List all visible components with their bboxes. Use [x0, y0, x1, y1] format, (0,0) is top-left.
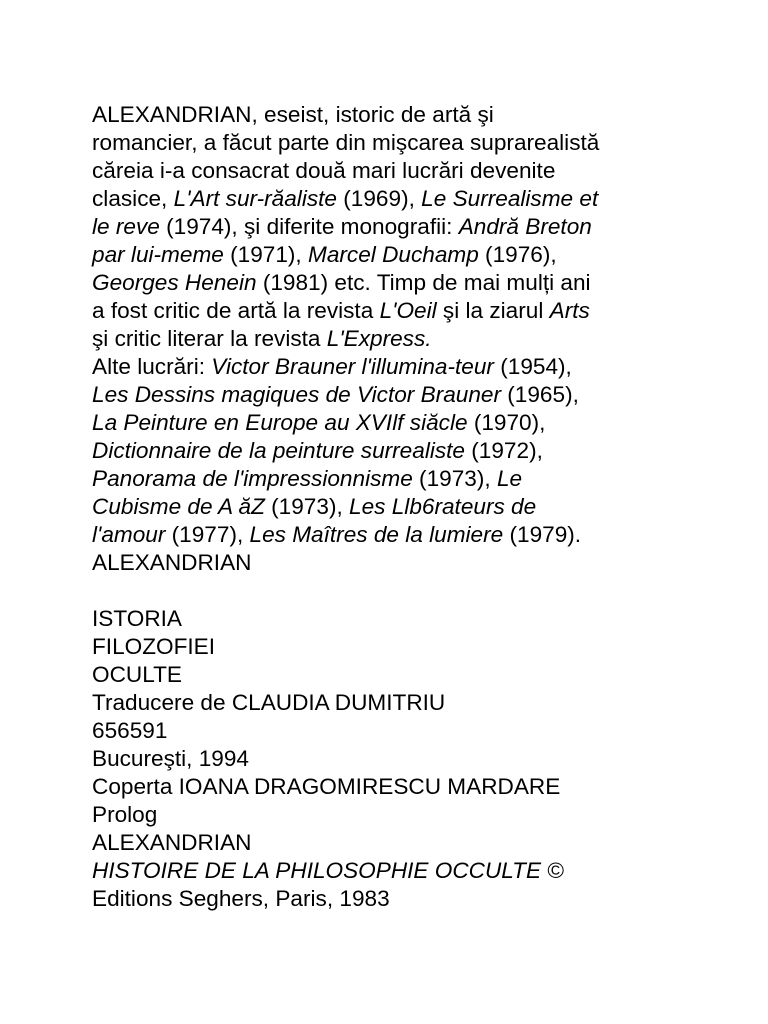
text-line — [92, 157, 682, 185]
work-title: Victor Brauner l'illumina-teur — [211, 354, 494, 379]
text-line — [92, 297, 682, 325]
work-title: Marcel Duchamp — [308, 242, 479, 267]
bio-text: (1973), — [412, 466, 497, 491]
original-title-line — [92, 857, 682, 885]
work-title: L'Art sur-răaliste — [173, 186, 337, 211]
text-line — [92, 101, 682, 129]
text-line — [92, 241, 682, 269]
bio-text: (1977), — [165, 522, 250, 547]
bio-text: Alte lucrări: — [92, 354, 212, 379]
text-line — [92, 353, 682, 381]
author-bio-paragraph — [92, 101, 682, 577]
text-line — [92, 521, 682, 549]
work-title: Panorama de l'impressionnisme — [92, 466, 413, 491]
bio-text: clasice, — [92, 186, 174, 211]
bio-text: căreia i-a consacrat două mari lucrări devenite — [92, 158, 556, 183]
document-page — [92, 101, 682, 913]
bio-text: (1981) etc. Timp de mai mulți ani — [256, 270, 591, 295]
text-line — [92, 129, 682, 157]
publication-place-year: Bucureşti, 1994 — [92, 746, 249, 771]
title-page-block — [92, 605, 682, 913]
bio-text: şi critic literar la revista — [92, 326, 327, 351]
cover-credit: Coperta IOANA DRAGOMIRESCU MARDARE — [92, 774, 561, 799]
text-line — [92, 465, 682, 493]
text-line — [92, 213, 682, 241]
text-line — [92, 381, 682, 409]
work-title: Dictionnaire de la peinture surrealiste — [92, 438, 465, 463]
text-line — [92, 409, 682, 437]
bio-text: (1965), — [501, 382, 579, 407]
author-name: ALEXANDRIAN — [92, 830, 252, 855]
original-title: HISTOIRE DE LA PHILOSOPHIE OCCULTE — [92, 858, 542, 883]
work-title: Arts — [549, 298, 590, 323]
work-title: Les Llb6rateurs de — [349, 494, 537, 519]
work-title: Le Surrealisme et — [421, 186, 599, 211]
prolog-heading: Prolog — [92, 802, 158, 827]
text-line — [92, 325, 682, 353]
translator-credit: Traducere de CLAUDIA DUMITRIU — [92, 690, 446, 715]
work-title: par lui-meme — [92, 242, 224, 267]
text-line — [92, 493, 682, 521]
copyright-symbol: © — [541, 858, 564, 883]
work-title: Les Maîtres de la lumiere — [249, 522, 504, 547]
paragraph-gap — [92, 577, 682, 605]
bio-text: (1971), — [223, 242, 308, 267]
work-title: L'Express. — [326, 326, 432, 351]
text-line — [92, 269, 682, 297]
bio-text: (1973), — [264, 494, 350, 519]
publisher-credit: Editions Seghers, Paris, 1983 — [92, 886, 390, 911]
work-title: La Peinture en Europe au XVIlf siăcle — [92, 410, 468, 435]
bio-text: ALEXANDRIAN, eseist, istoric de artă şi — [92, 102, 494, 127]
text-line — [92, 549, 682, 577]
bio-text: (1969), — [337, 186, 422, 211]
text-line — [92, 185, 682, 213]
bio-text: şi la ziarul — [436, 298, 550, 323]
catalog-number: 656591 — [92, 718, 168, 743]
book-title-line: ISTORIA — [92, 606, 182, 631]
work-title: l'amour — [92, 522, 166, 547]
work-title: le reve — [92, 214, 160, 239]
author-name: ALEXANDRIAN — [92, 550, 252, 575]
bio-text: (1954), — [493, 354, 572, 379]
bio-text: (1979). — [503, 522, 582, 547]
bio-text: romancier, a făcut parte din mişcarea suprarealistă — [92, 130, 600, 155]
bio-text: (1972), — [465, 438, 543, 463]
work-title: Andră Breton — [458, 214, 592, 239]
bio-text: (1976), — [478, 242, 557, 267]
book-title-line: OCULTE — [92, 662, 182, 687]
bio-text: a fost critic de artă la revista — [92, 298, 380, 323]
bio-text: (1974), şi diferite monografii: — [159, 214, 459, 239]
book-title-line: FILOZOFIEI — [92, 634, 216, 659]
bio-text: (1970), — [467, 410, 546, 435]
work-title: Cubisme de A ăZ — [92, 494, 265, 519]
text-line — [92, 437, 682, 465]
work-title: Les Dessins magiques de Victor Brauner — [92, 382, 501, 407]
work-title: Georges Henein — [92, 270, 257, 295]
work-title: L'Oeil — [379, 298, 437, 323]
work-title: Le — [496, 466, 523, 491]
